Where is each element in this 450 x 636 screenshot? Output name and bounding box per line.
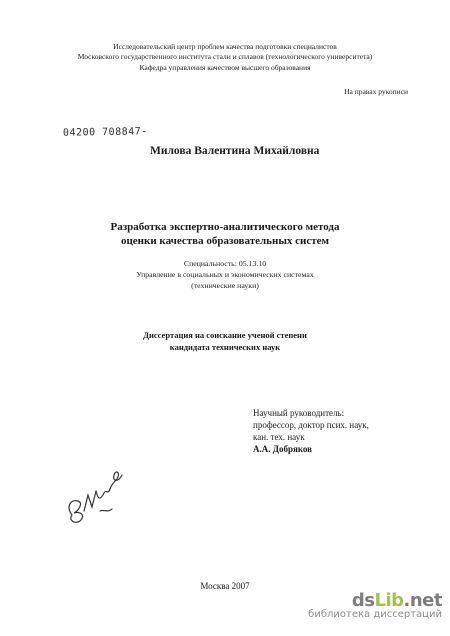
author-name: Милова Валентина Михайловна (150, 145, 320, 157)
manuscript-rights: На правах рукописи (344, 87, 408, 96)
dslib-logo (352, 590, 442, 611)
supervisor-label: Научный руководитель: (253, 408, 345, 418)
department-line: Кафедра управления качеством высшего образования (139, 63, 311, 72)
dissertation-line-2: кандидата технических наук (169, 342, 281, 352)
title-line-1: Разработка экспертно-аналитического метода (110, 221, 340, 233)
dslib-watermark (308, 590, 442, 620)
watermark-subtitle: библиотека диссертаций (308, 609, 442, 620)
city-year: Москва 2007 (200, 581, 250, 591)
specialty-code: Специальность: 05.13.10 (183, 259, 267, 268)
institution-line-2: Московского государственного института стали и сплавов (технологического университета) (77, 52, 373, 61)
institution-line-1: Исследовательский центр проблем качества подготовки специалистов (113, 42, 337, 51)
supervisor-degree: кан. тех. наук (253, 432, 305, 442)
supervisor-title: профессор, доктор псих. наук, (253, 420, 369, 430)
dissertation-line-1: Диссертация на соискание ученой степени (143, 330, 307, 340)
registration-number: 04200 708847- (62, 126, 148, 139)
specialty-name: Управление в социальных и экономических системах (136, 270, 314, 279)
handwritten-signature (60, 455, 140, 530)
logo-part-ds: ds (351, 590, 375, 611)
supervisor-name: А.А. Добряков (253, 444, 313, 454)
title-line-2: оценки качества образовательных систем (120, 235, 330, 247)
logo-part-net: .net (403, 590, 442, 611)
logo-part-lib: Lib (374, 590, 404, 611)
specialty-field: (технические науки) (191, 281, 259, 290)
